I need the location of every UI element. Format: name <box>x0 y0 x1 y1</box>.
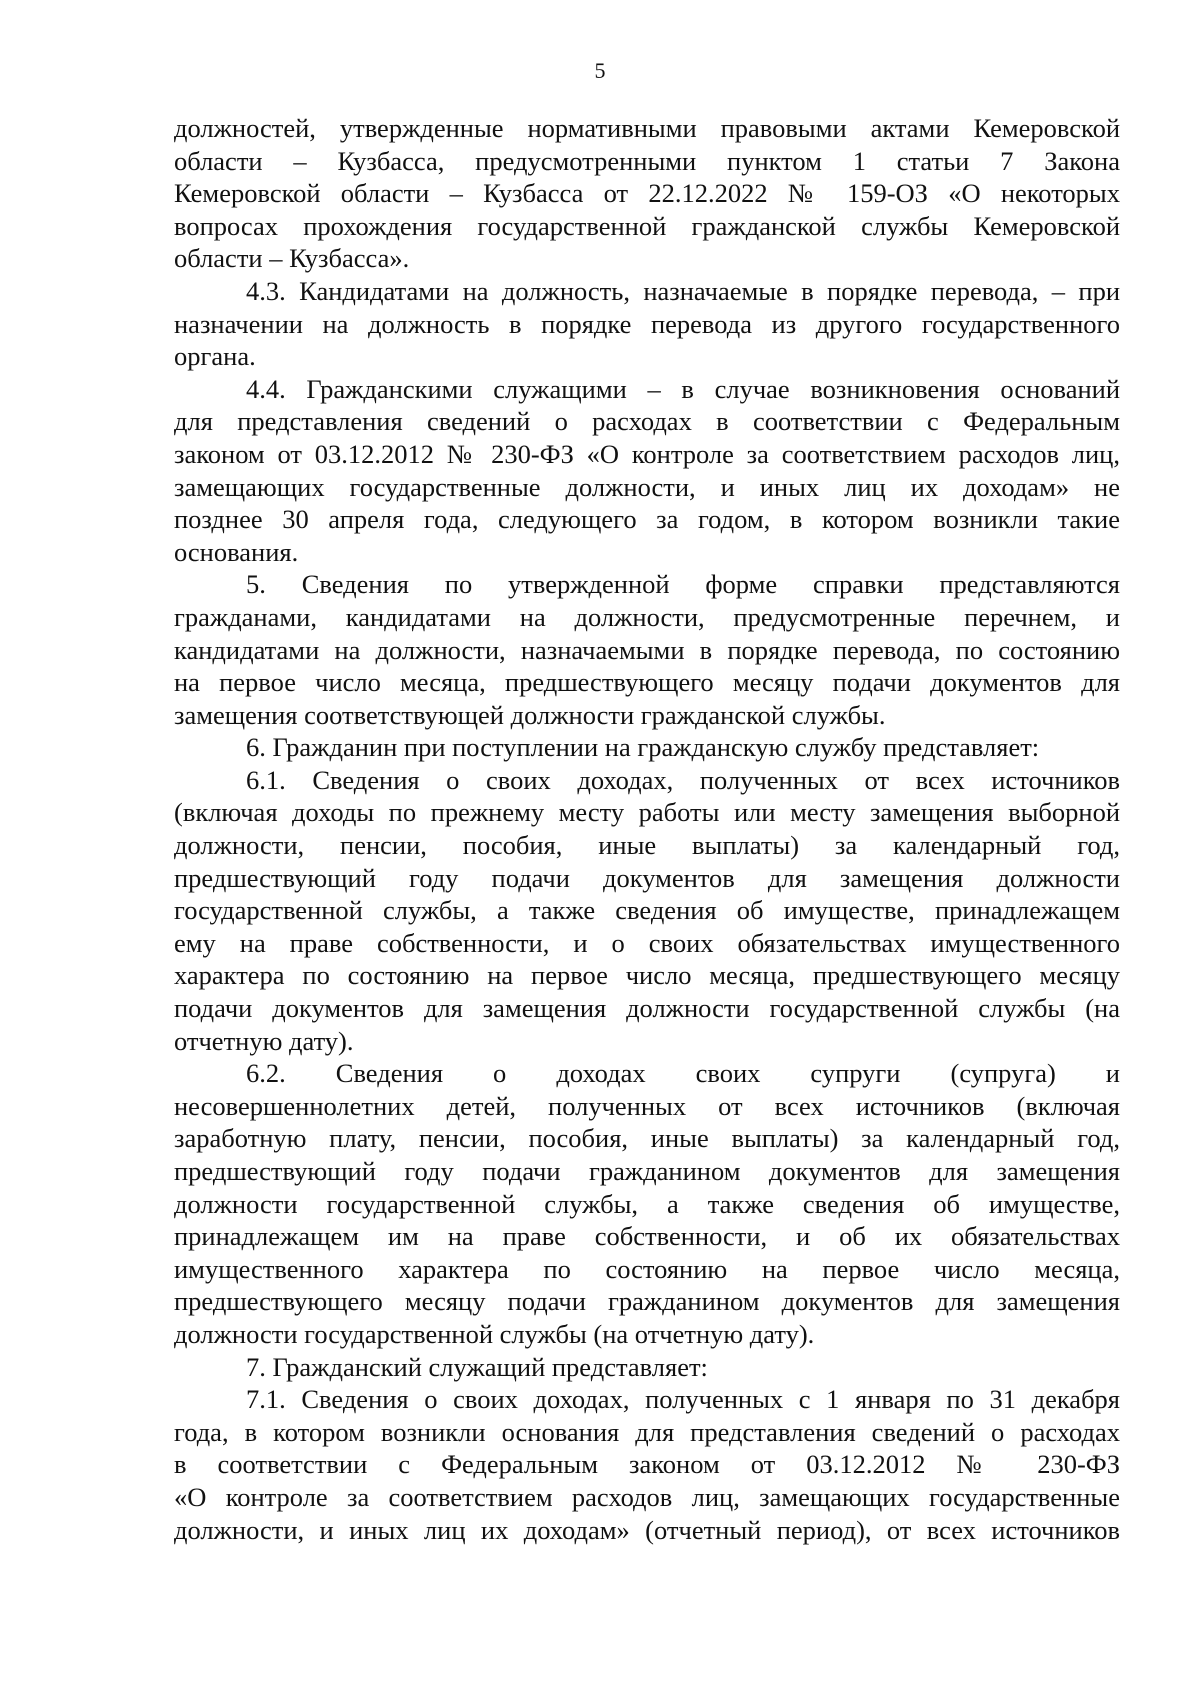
text-line: органа. <box>174 341 256 372</box>
text-line: имущественного характера по состоянию на первое число месяца, <box>174 1253 1120 1284</box>
text-line: 7. Гражданский служащий представляет: <box>246 1351 708 1382</box>
text-line: должности государственной службы, а также сведения об имуществе, <box>174 1188 1120 1219</box>
text-line: (включая доходы по прежнему месту работы или месту замещения выборной <box>174 797 1120 828</box>
text-line: подачи документов для замещения должности государственной службы (на <box>174 993 1120 1024</box>
text-line: 4.3. Кандидатами на должность, назначаемые в порядке перевода, – при <box>246 275 1120 306</box>
text-line: должности государственной службы (на отчетную дату). <box>174 1318 815 1349</box>
text-line: несовершеннолетних детей, полученных от всех источников (включая <box>174 1090 1120 1121</box>
text-line: области – Кузбасса, предусмотренными пунктом 1 статьи 7 Закона <box>174 145 1120 176</box>
text-line: 6.1. Сведения о своих доходах, полученных от всех источников <box>246 764 1120 795</box>
text-line: 6. Гражданин при поступлении на гражданскую службу представляет: <box>246 732 1040 763</box>
text-line: характера по состоянию на первое число месяца, предшествующего месяцу <box>174 960 1120 991</box>
text-line: должности, пенсии, пособия, иные выплаты) за календарный год, <box>174 830 1120 861</box>
text-line: 4.4. Гражданскими служащими – в случае возникновения оснований <box>246 373 1120 404</box>
text-line: Кемеровской области – Кузбасса от 22.12.2022 № 159-ОЗ «О некоторых <box>174 178 1120 209</box>
text-line: предшествующий году подачи документов для замещения должности <box>174 862 1120 893</box>
text-line: основания. <box>174 536 299 567</box>
text-line: замещения соответствующей должности гражданской службы. <box>174 699 886 730</box>
text-line: вопросах прохождения государственной гражданской службы Кемеровской <box>174 210 1120 241</box>
text-line: принадлежащем им на праве собственности, и об их обязательствах <box>174 1221 1120 1252</box>
text-line: года, в котором возникли основания для представления сведений о расходах <box>174 1416 1120 1447</box>
text-line: 5. Сведения по утвержденной форме справки представляются <box>246 569 1120 600</box>
document-body <box>174 112 1120 1546</box>
text-line: области – Кузбасса». <box>174 243 410 274</box>
text-line: на первое число месяца, предшествующего месяцу подачи документов для <box>174 667 1120 698</box>
text-line: для представления сведений о расходах в соответствии с Федеральным <box>174 406 1120 437</box>
text-line: 6.2. Сведения о доходах своих супруги (супруга) и <box>246 1058 1120 1089</box>
text-line: ему на праве собственности, и о своих обязательствах имущественного <box>174 927 1120 958</box>
text-line: позднее 30 апреля года, следующего за годом, в котором возникли такие <box>174 504 1120 535</box>
text-line: отчетную дату). <box>174 1025 354 1056</box>
text-line: гражданами, кандидатами на должности, предусмотренные перечнем, и <box>174 601 1120 632</box>
text-line: кандидатами на должности, назначаемыми в порядке перевода, по состоянию <box>174 634 1120 665</box>
text-line: замещающих государственные должности, и иных лиц их доходам» не <box>174 471 1120 502</box>
text-line: заработную плату, пенсии, пособия, иные выплаты) за календарный год, <box>174 1123 1120 1154</box>
text-line: должности, и иных лиц их доходам» (отчетный период), от всех источников <box>174 1514 1120 1545</box>
page-number: 5 <box>594 58 606 83</box>
text-line: государственной службы, а также сведения об имуществе, принадлежащем <box>174 895 1120 926</box>
text-line: предшествующий году подачи гражданином документов для замещения <box>174 1156 1120 1186</box>
text-line: «О контроле за соответствием расходов лиц, замещающих государственные <box>174 1481 1120 1512</box>
text-line: в соответствии с Федеральным законом от 03.12.2012 № 230-ФЗ <box>174 1449 1120 1480</box>
text-line: законом от 03.12.2012 № 230-ФЗ «О контроле за соответствием расходов лиц, <box>174 438 1120 469</box>
text-line: предшествующего месяцу подачи гражданином документов для замещения <box>174 1286 1120 1317</box>
text-line: должностей, утвержденные нормативными правовыми актами Кемеровской <box>174 113 1120 143</box>
text-line: назначении на должность в порядке перевода из другого государственного <box>174 308 1120 339</box>
text-line: 7.1. Сведения о своих доходах, полученных с 1 января по 31 декабря <box>246 1384 1120 1415</box>
